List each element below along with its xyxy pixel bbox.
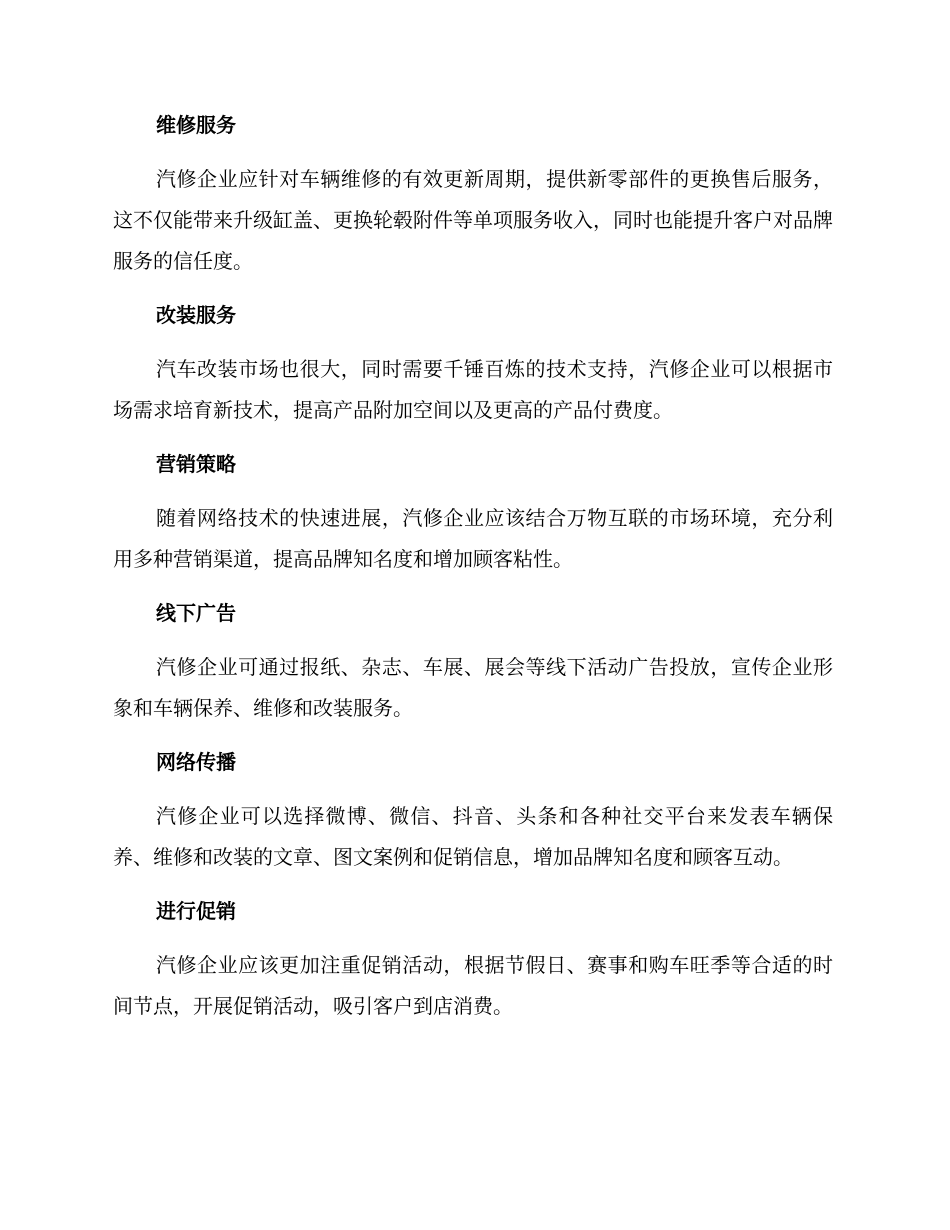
section-paragraph: 汽车改装市场也很大，同时需要千锤百炼的技术支持，汽修企业可以根据市场需求培育新技术，提高产品附加空间以及更高的产品付费度。: [113, 357, 833, 422]
section-heading: 网络传播: [156, 750, 236, 774]
section-offline-ads: [113, 593, 833, 729]
section-heading: 维修服务: [156, 113, 236, 137]
section-paragraph: 汽修企业应该更加注重促销活动，根据节假日、赛事和购车旺季等合适的时间节点，开展促销活动，吸引客户到店消费。: [113, 953, 833, 1018]
section-paragraph: 汽修企业应针对车辆维修的有效更新周期，提供新零部件的更换售后服务，这不仅能带来升级缸盖、更换轮毂附件等单项服务收入，同时也能提升客户对品牌服务的信任度。: [113, 167, 833, 273]
document-content: [113, 105, 833, 1040]
section-sales-promotion: [113, 891, 833, 1027]
section-repair-service: [113, 105, 833, 282]
section-paragraph: 随着网络技术的快速进展，汽修企业应该结合万物互联的市场环境，充分利用多种营销渠道，提高品牌知名度和增加顾客粘性。: [113, 506, 833, 571]
section-heading: 线下广告: [156, 601, 236, 625]
section-modification-service: [113, 295, 833, 431]
section-paragraph: 汽修企业可通过报纸、杂志、车展、展会等线下活动广告投放，宣传企业形象和车辆保养、维修和改装服务。: [113, 655, 833, 720]
section-heading: 改装服务: [156, 303, 236, 327]
section-paragraph: 汽修企业可以选择微博、微信、抖音、头条和各种社交平台来发表车辆保养、维修和改装的文章、图文案例和促销信息，增加品牌知名度和顾客互动。: [113, 804, 833, 869]
section-online-promotion: [113, 742, 833, 878]
section-heading: 进行促销: [156, 899, 236, 923]
section-marketing-strategy: [113, 444, 833, 580]
section-heading: 营销策略: [156, 452, 236, 476]
